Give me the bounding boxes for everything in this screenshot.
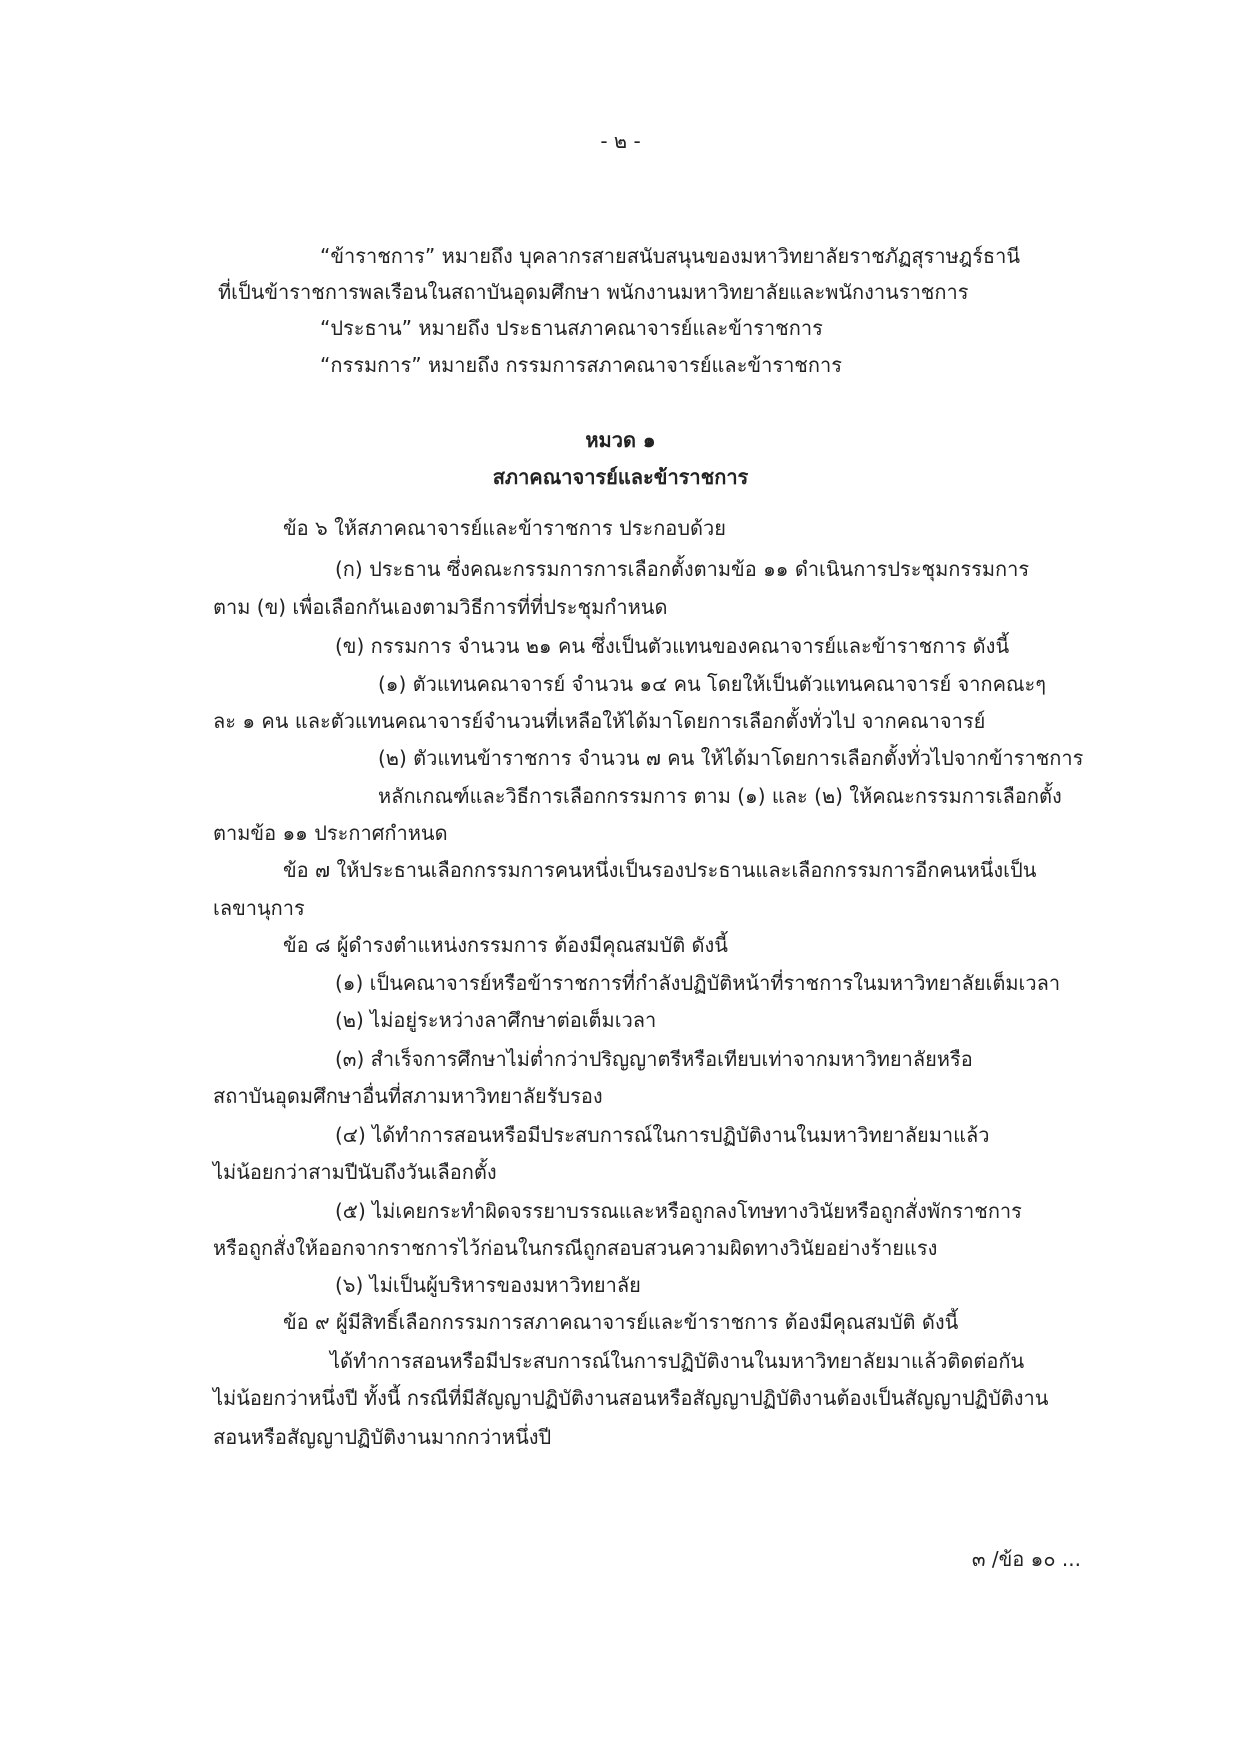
clause-line: ไม่น้อยกว่าสามปีนับถึงวันเลือกตั้ง: [213, 1160, 497, 1184]
chapter-title: สภาคณาจารย์และข้าราชการ: [492, 465, 749, 489]
definition-line: “กรรมการ” หมายถึง กรรมการสภาคณาจารย์และข้าราชการ: [320, 353, 842, 377]
clause-line: (๕) ไม่เคยกระทำผิดจรรยาบรรณและหรือถูกลงโทษทางวินัยหรือถูกสั่งพักราชการ: [335, 1199, 1022, 1223]
clause-line: ละ ๑ คน และตัวแทนคณาจารย์จำนวนที่เหลือให้ได้มาโดยการเลือกตั้งทั่วไป จากคณาจารย์: [213, 709, 986, 733]
definition-line: “ข้าราชการ” หมายถึง บุคลากรสายสนับสนุนของมหาวิทยาลัยราชภัฏสุราษฎร์ธานี: [320, 244, 1021, 268]
clause-line: (๒) ตัวแทนข้าราชการ จำนวน ๗ คน ให้ได้มาโดยการเลือกตั้งทั่วไปจากข้าราชการ: [378, 746, 1084, 770]
clause-line: (๖) ไม่เป็นผู้บริหารของมหาวิทยาลัย: [335, 1273, 641, 1297]
definition-line: ที่เป็นข้าราชการพลเรือนในสถาบันอุดมศึกษา พนักงานมหาวิทยาลัยและพนักงานราชการ: [218, 280, 969, 304]
clause-line: ไม่น้อยกว่าหนึ่งปี ทั้งนี้ กรณีที่มีสัญญาปฏิบัติงานสอนหรือสัญญาปฏิบัติงานต้องเป็นสัญญาปฏิบัติงาน: [213, 1386, 1049, 1410]
clause-line: ข้อ ๖ ให้สภาคณาจารย์และข้าราชการ ประกอบด้วย: [283, 516, 726, 540]
clause-line: สถาบันอุดมศึกษาอื่นที่สภามหาวิทยาลัยรับรอง: [213, 1084, 603, 1108]
clause-line: (ก) ประธาน ซึ่งคณะกรรมการการเลือกตั้งตามข้อ ๑๑ ดำเนินการประชุมกรรมการ: [335, 557, 1030, 581]
clause-line: หรือถูกสั่งให้ออกจากราชการไว้ก่อนในกรณีถูกสอบสวนความผิดทางวินัยอย่างร้ายแรง: [213, 1236, 938, 1260]
clause-line: (ข) กรรมการ จำนวน ๒๑ คน ซึ่งเป็นตัวแทนของคณาจารย์และข้าราชการ ดังนี้: [335, 634, 1010, 658]
page-number: - ๒ -: [600, 129, 641, 153]
clause-line: (๑) เป็นคณาจารย์หรือข้าราชการที่กำลังปฏิบัติหน้าที่ราชการในมหาวิทยาลัยเต็มเวลา: [335, 971, 1061, 995]
clause-line: สอนหรือสัญญาปฏิบัติงานมากกว่าหนึ่งปี: [213, 1425, 552, 1449]
clause-line: ได้ทำการสอนหรือมีประสบการณ์ในการปฏิบัติงานในมหาวิทยาลัยมาแล้วติดต่อกัน: [330, 1349, 1025, 1373]
clause-line: เลขานุการ: [213, 896, 305, 920]
clause-line: ตาม (ข) เพื่อเลือกกันเองตามวิธีการที่ที่ประชุมกำหนด: [213, 595, 668, 619]
clause-line: ข้อ ๙ ผู้มีสิทธิ์เลือกกรรมการสภาคณาจารย์และข้าราชการ ต้องมีคุณสมบัติ ดังนี้: [283, 1310, 959, 1334]
clause-line: ข้อ ๗ ให้ประธานเลือกกรรมการคนหนึ่งเป็นรองประธานและเลือกกรรมการอีกคนหนึ่งเป็น: [283, 858, 1037, 882]
clause-line: (๒) ไม่อยู่ระหว่างลาศึกษาต่อเต็มเวลา: [335, 1008, 657, 1032]
clause-line: ข้อ ๘ ผู้ดำรงตำแหน่งกรรมการ ต้องมีคุณสมบัติ ดังนี้: [283, 933, 728, 957]
clause-line: (๑) ตัวแทนคณาจารย์ จำนวน ๑๔ คน โดยให้เป็นตัวแทนคณาจารย์ จากคณะๆ: [378, 672, 1047, 696]
definition-line: “ประธาน” หมายถึง ประธานสภาคณาจารย์และข้าราชการ: [320, 316, 823, 340]
clause-line: ตามข้อ ๑๑ ประกาศกำหนด: [213, 821, 448, 845]
continuation-marker: ๓ /ข้อ ๑๐ ...: [971, 1547, 1081, 1571]
clause-line: (๔) ได้ทำการสอนหรือมีประสบการณ์ในการปฏิบัติงานในมหาวิทยาลัยมาแล้ว: [335, 1123, 990, 1147]
clause-line: หลักเกณฑ์และวิธีการเลือกกรรมการ ตาม (๑) และ (๒) ให้คณะกรรมการเลือกตั้ง: [378, 784, 1062, 808]
chapter-number: หมวด ๑: [585, 428, 656, 452]
clause-line: (๓) สำเร็จการศึกษาไม่ต่ำกว่าปริญญาตรีหรือเทียบเท่าจากมหาวิทยาลัยหรือ: [335, 1047, 973, 1071]
